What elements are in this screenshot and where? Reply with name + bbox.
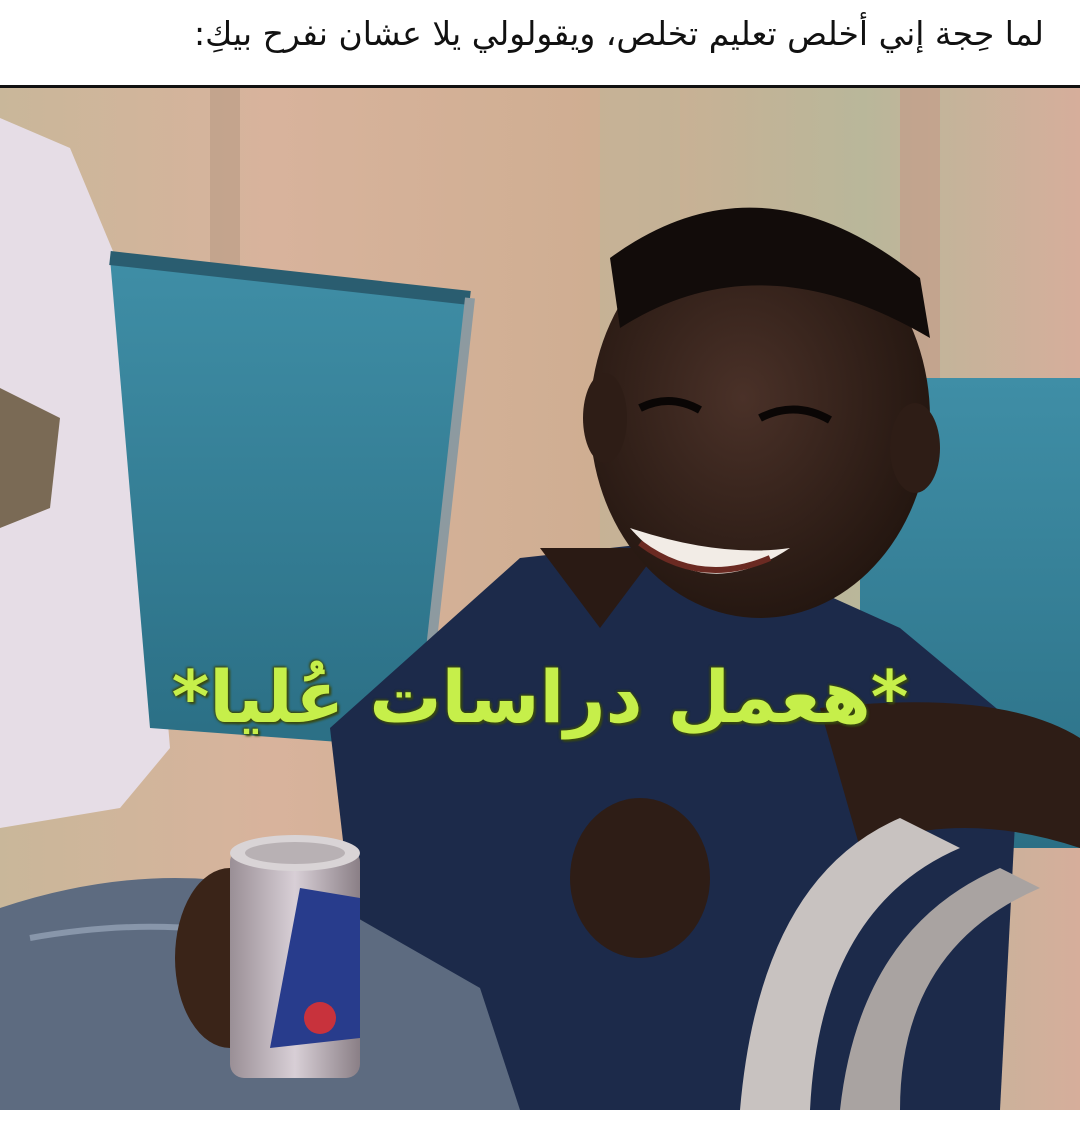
caption-text: لما حِجة إني أخلص تعليم تخلص، ويقولولي يلا عشان نفرح بيكِ: (194, 14, 1044, 53)
bottom-border (0, 1110, 1080, 1130)
caption-bar (0, 0, 1080, 88)
overlay-caption: *هعمل دراسات عُليا* (171, 655, 909, 739)
meme-photo (0, 88, 1080, 1110)
